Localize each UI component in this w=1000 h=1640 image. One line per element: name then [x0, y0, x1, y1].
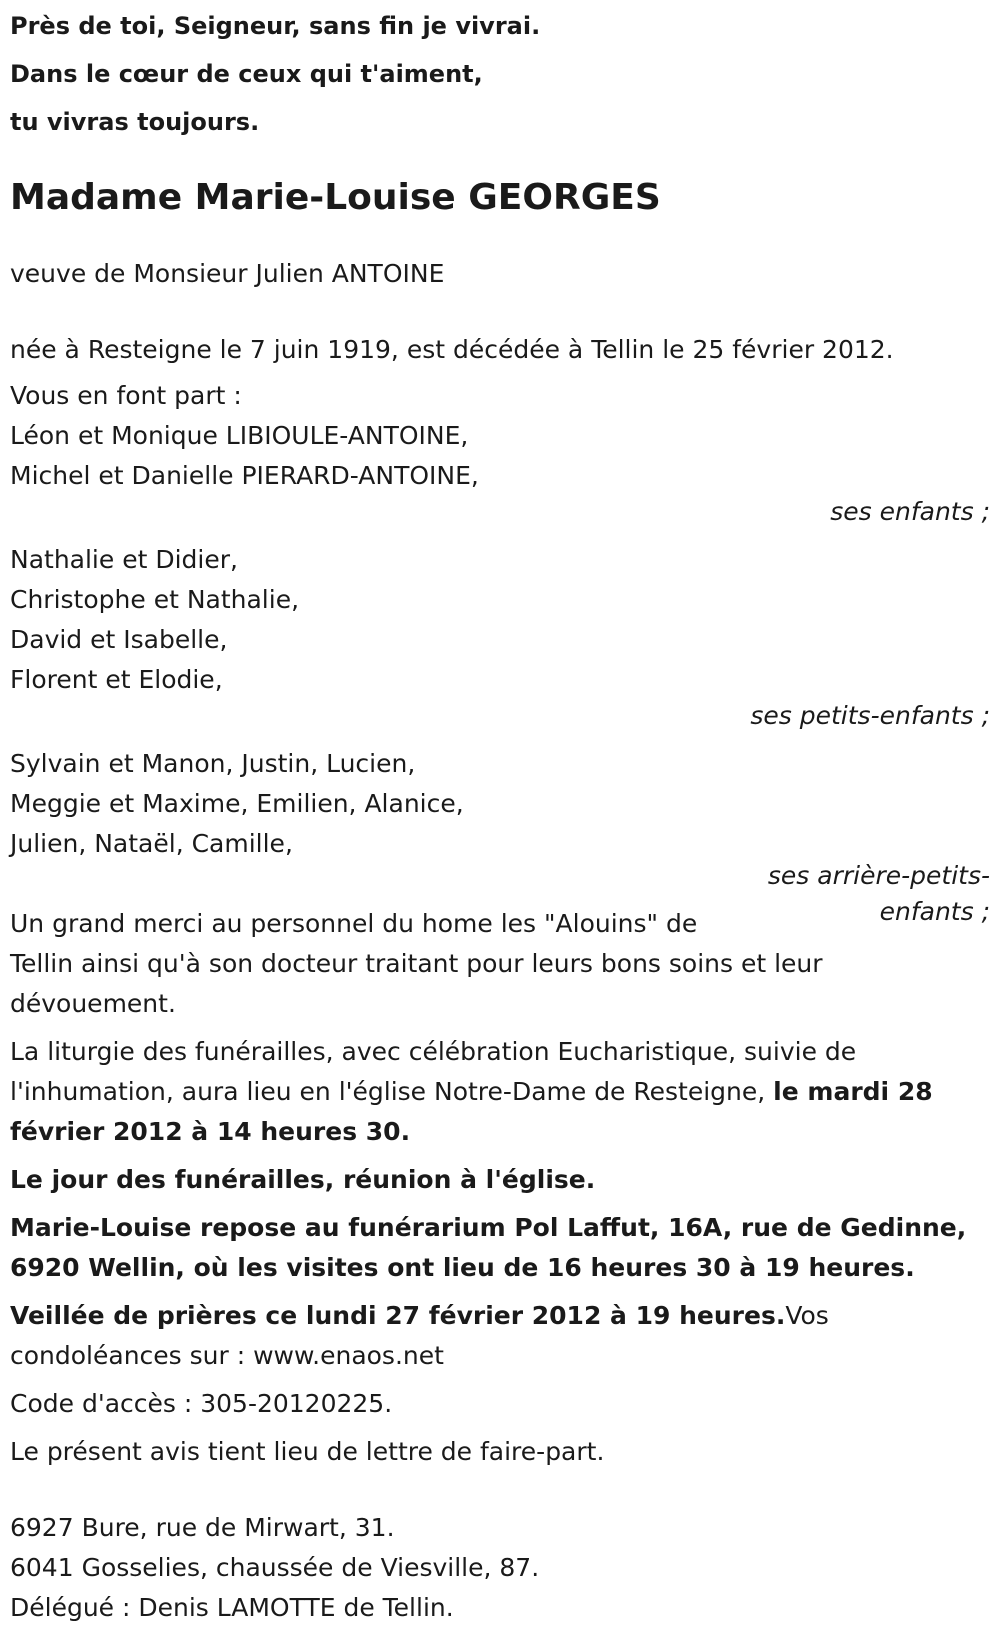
grandchild-line: Christophe et Nathalie, [10, 585, 300, 614]
great-grandchildren-list [10, 744, 990, 864]
grandchildren-label: ses petits-enfants ; [750, 701, 990, 730]
child-line: Léon et Monique LIBIOULE-ANTOINE, [10, 421, 469, 450]
opening-verse [10, 0, 990, 146]
announcement-intro: Vous en font part : [10, 381, 242, 410]
deceased-name: Madame Marie-Louise GEORGES [10, 177, 661, 218]
addresses [10, 1508, 990, 1628]
great-grandchild-line: Meggie et Maxime, Emilien, Alanice, [10, 789, 464, 818]
verse-line: tu vivras toujours. [10, 108, 260, 136]
funerarium-paragraph: Marie-Louise repose au funérarium Pol Laffut, 16A, rue de Gedinne, 6920 Wellin, où les visites ont lieu de 16 heures 30 à 19 heures. [10, 1213, 967, 1282]
children-label: ses enfants ; [830, 497, 990, 526]
obituary-notice [10, 0, 990, 1628]
liturgy-date: le mardi 28 février 2012 à 14 heures 30. [10, 1077, 933, 1146]
vigil-time: Veillée de prières ce lundi 27 février 2012 à 19 heures. [10, 1301, 786, 1330]
verse-line: Près de toi, Seigneur, sans fin je vivrai. [10, 12, 541, 40]
child-line: Michel et Danielle PIERARD-ANTOINE, [10, 461, 479, 490]
notice-line: Le présent avis tient lieu de lettre de faire-part. [10, 1437, 605, 1466]
thanks-paragraph: Un grand merci au personnel du home les "Alouins" de Tellin ainsi qu'à son docteur traitant pour leurs bons soins et leur dévouement. [10, 909, 823, 1018]
verse-line: Dans le cœur de ceux qui t'aiment, [10, 60, 483, 88]
announcement-children [10, 376, 990, 496]
access-code: Code d'accès : 305-20120225. [10, 1389, 393, 1418]
vigil-paragraph [10, 1296, 990, 1376]
great-grandchildren-label: ses arrière-petits-enfants ; [767, 861, 990, 926]
meeting-line: Le jour des funérailles, réunion à l'église. [10, 1165, 596, 1194]
grandchild-line: Nathalie et Didier, [10, 545, 238, 574]
birth-death-line: née à Resteigne le 7 juin 1919, est décédée à Tellin le 25 février 2012. [10, 335, 894, 364]
great-grandchild-line: Julien, Nataël, Camille, [10, 829, 293, 858]
grandchildren-list [10, 540, 990, 700]
grandchild-line: Florent et Elodie, [10, 665, 223, 694]
condolences-text: Vos condoléances sur : www.enaos.net [10, 1301, 829, 1370]
grandchild-line: David et Isabelle, [10, 625, 228, 654]
liturgy-text: La liturgie des funérailles, avec célébration Eucharistique, suivie de l'inhumation, aura lieu en l'église Notre-Dame de Resteigne, [10, 1037, 857, 1106]
address-line: 6927 Bure, rue de Mirwart, 31. [10, 1513, 395, 1542]
address-line: 6041 Gosselies, chaussée de Viesville, 87. [10, 1553, 540, 1582]
widow-of: veuve de Monsieur Julien ANTOINE [10, 259, 445, 288]
delegate-line: Délégué : Denis LAMOTTE de Tellin. [10, 1593, 454, 1622]
liturgy-paragraph [10, 1032, 990, 1152]
great-grandchild-line: Sylvain et Manon, Justin, Lucien, [10, 749, 416, 778]
